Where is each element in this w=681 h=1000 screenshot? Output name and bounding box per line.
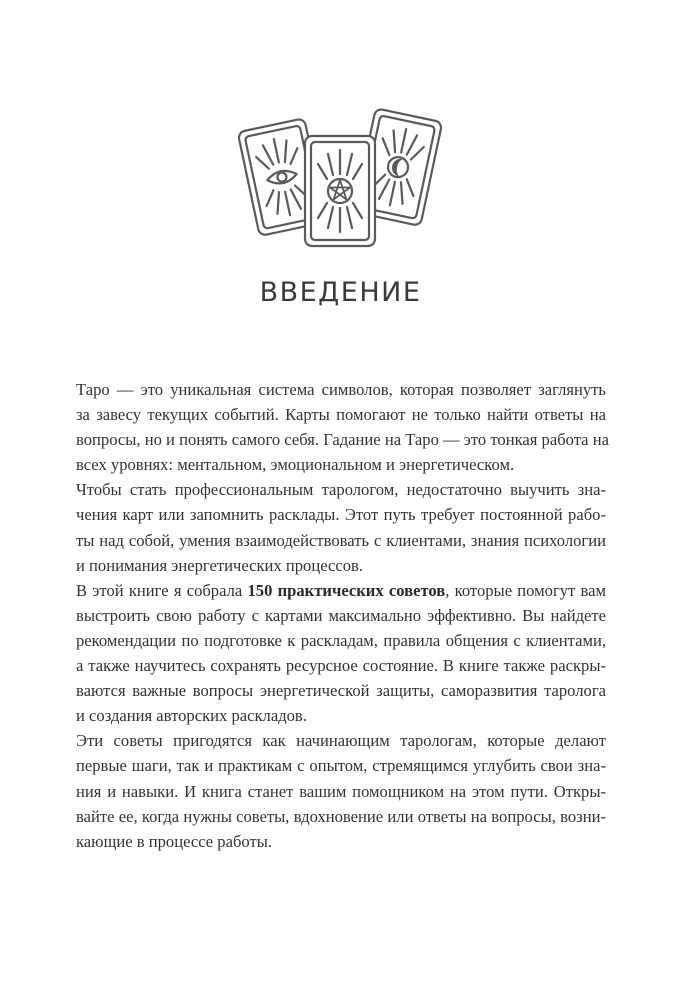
chapter-title: ВВЕДЕНИЕ	[259, 277, 422, 308]
text-line: выстроить свою работу с картами максимально эффективно. Вы найдете	[76, 605, 606, 625]
text-line: рекомендации по подготовке к раскладам, правила общения с клиентами,	[76, 630, 606, 650]
text-line: вопросы, но и понять самого себя. Гадание на Таро — это тонкая работа на	[76, 430, 609, 450]
text-line: а также научитесь сохранять ресурсное состояние. В книге также раскры-	[76, 656, 606, 676]
text-line: первые шаги, так и практикам с опытом, стремящимся углубить свои зна-	[76, 756, 606, 776]
text-line: и создания авторских раскладов.	[76, 706, 307, 726]
paragraph	[76, 377, 609, 477]
text-segment: В этой книге я собрала	[76, 580, 248, 600]
text-line: ты над собой, умения взаимодействовать с клиентами, знания психологии	[76, 530, 606, 550]
text-line: ния и навыки. И книга станет вашим помощником на этом пути. Откры-	[76, 781, 606, 801]
text-line: вайте ее, когда нужны советы, вдохновение или ответы на вопросы, возни-	[76, 806, 606, 826]
text-line: кающие в процессе работы.	[76, 831, 273, 851]
text-line: и понимания энергетических процессов.	[76, 555, 364, 575]
text-line: Эти советы пригодятся как начинающим тарологам, которые делают	[76, 731, 606, 751]
text-line: за завесу текущих событий. Карты помогают не только найти ответы на	[76, 405, 606, 425]
text-line: чения карт или запомнить расклады. Этот путь требует постоянной рабо-	[76, 505, 606, 525]
tarot-card-pentacle	[305, 136, 375, 246]
text-line: Таро — это уникальная система символов, которая позволяет заглянуть	[76, 380, 606, 399]
text-segment: , которые помогут вам	[445, 580, 607, 600]
emphasis-text: 150 практических советов	[247, 580, 446, 600]
text-line: Чтобы стать профессиональным тарологом, недостаточно выучить зна-	[76, 480, 606, 500]
text-line	[76, 578, 606, 603]
body-text	[76, 377, 609, 854]
tarot-cards-icon	[235, 102, 445, 252]
text-line: ваются важные вопросы энергетической защиты, саморазвития таролога	[76, 681, 606, 701]
paragraph	[76, 728, 606, 853]
text-line: всех уровнях: ментальном, эмоциональном и энергетическом.	[76, 455, 515, 475]
paragraph	[76, 578, 606, 729]
paragraph	[76, 477, 606, 577]
